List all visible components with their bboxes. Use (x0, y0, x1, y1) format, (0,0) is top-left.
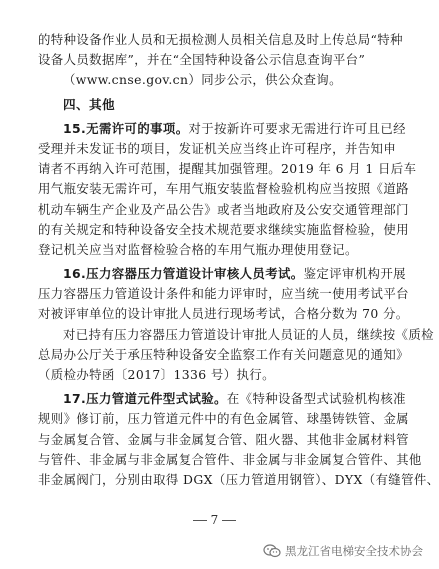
paragraph-line: 的特种设备作业人员和无损检测人员相关信息及时上传总局“特种 (38, 32, 403, 47)
wechat-watermark (263, 543, 423, 559)
paragraph-line: 受理并未发证书的项目，发证机关应当终止许可程序，并告知申 (38, 140, 397, 156)
paragraph-line: 规则》修订前，压力管道元件中的有色金属管、球墨铸铁管、金属 (38, 411, 409, 427)
paragraph-line: 请者不再纳入许可范围，提醒其加强管理。2019 年 6 月 1 日后车 (38, 161, 417, 177)
paragraph-line: 非金属阀门，分别由取得 DGX（压力管道用钢管）、DYX（有缝管件、 (38, 471, 439, 487)
item-number: 16. (63, 266, 87, 282)
item-number: 17. (63, 391, 87, 407)
paragraph-line: 设备人员数据库”，并在“全国特种设备公示信息查询平台” (38, 52, 366, 68)
item-text: 对于按新许可要求无需进行许可且已经 (188, 120, 406, 136)
paragraph-line: 与管件、非金属与非金属复合管件、非金属与非金属复合管件、其他 (38, 451, 422, 467)
item-text: 鉴定评审机构开展 (303, 266, 406, 282)
paragraph-line: （质检办特函〔2017〕1336 号）执行。 (38, 367, 275, 382)
item-title: 压力管道元件型式试验。 (86, 391, 227, 407)
paragraph-line: 压力容器压力管道设计条件和能力评审时，应当统一使用考试平台 (38, 286, 409, 302)
item-title: 压力容器压力管道设计审核人员考试。 (86, 266, 304, 282)
document-body (38, 30, 439, 490)
paragraph-line: （www.cnse.gov.cn）同步公示，供公众查询。 (63, 72, 342, 88)
item-17-line (38, 389, 406, 409)
item-title: 无需许可的事项。 (86, 120, 189, 136)
item-16-line (38, 264, 406, 284)
paragraph-line: 登记机关应当对监督检验合格的车用气瓶办理使用登记。 (38, 241, 358, 257)
paragraph-line: 对已持有压力容器压力管道设计审批人员证的人员，继续按《质检 (63, 326, 434, 342)
watermark-text: 黑龙江省电梯安全技术协会 (285, 544, 423, 558)
paragraph-line: 的有关规定和特种设备安全技术规范要求继续实施监督检验，使用 (38, 221, 409, 237)
paragraph-line: 机动车辆生产企业及产品公告》或者当地政府及公安交通管理部门 (38, 201, 409, 217)
item-15-line (38, 119, 406, 139)
paragraph-line: 对被评审单位的设计审批人员进行现场考试，合格分数为 70 分。 (38, 306, 409, 322)
item-number: 15. (63, 120, 87, 136)
item-text: 在《特种设备型式试验机构核准 (226, 391, 406, 407)
page-number-value: 7 (210, 513, 219, 527)
wechat-icon (263, 544, 281, 558)
paragraph-line: 用气瓶安装无需许可，车用气瓶安装监督检验机构应当按照《道路 (38, 181, 409, 197)
paragraph-line: 与金属复合管、金属与非金属复合管、阻火器、其他非金属材料管 (38, 431, 409, 447)
section-heading: 四、其他 (63, 96, 115, 112)
page-number (0, 513, 429, 527)
paragraph-line: 总局办公厅关于承压特种设备安全监察工作有关问题意见的通知》 (38, 346, 409, 362)
